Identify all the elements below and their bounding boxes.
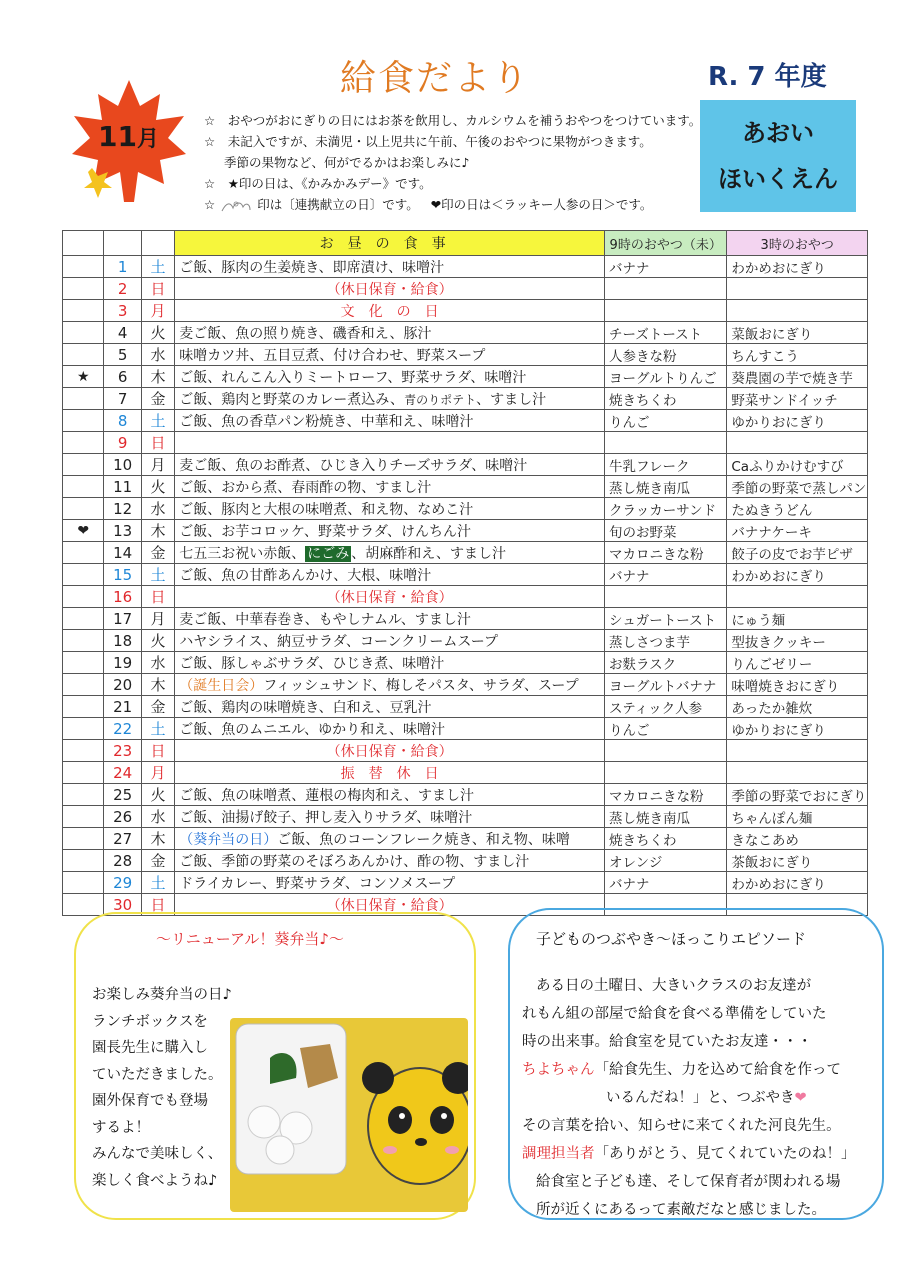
morning-snack: 焼きちくわ bbox=[605, 388, 727, 410]
morning-snack: りんご bbox=[605, 718, 727, 740]
renewal-line: ランチボックスを bbox=[92, 1013, 208, 1030]
afternoon-snack: 型抜きクッキー bbox=[727, 630, 868, 652]
day-mark bbox=[63, 542, 104, 564]
table-row bbox=[63, 278, 868, 300]
header-afternoon-snack: 3時のおやつ bbox=[727, 231, 868, 256]
school-name-line1: あおい bbox=[742, 119, 814, 147]
episode-line bbox=[522, 1084, 878, 1112]
lunch-menu bbox=[175, 410, 605, 432]
lunch-menu bbox=[175, 828, 605, 850]
morning-snack: お麩ラスク bbox=[605, 652, 727, 674]
episode-text bbox=[522, 972, 878, 1224]
morning-snack: ヨーグルトりんご bbox=[605, 366, 727, 388]
afternoon-snack: りんごゼリー bbox=[727, 652, 868, 674]
day-mark bbox=[63, 784, 104, 806]
note-line: ☆ 未記入ですが、未満児・以上児共に午前、午後のおやつに果物がつきます。 bbox=[204, 134, 652, 149]
table-row bbox=[63, 652, 868, 674]
table-row bbox=[63, 806, 868, 828]
weekday: 土 bbox=[141, 564, 174, 586]
afternoon-snack: ゆかりおにぎり bbox=[727, 718, 868, 740]
afternoon-snack: わかめおにぎり bbox=[727, 564, 868, 586]
header-weekday-cell bbox=[141, 231, 174, 256]
cook-label: 調理担当者 bbox=[522, 1146, 595, 1162]
lunch-menu bbox=[175, 850, 605, 872]
weekday: 土 bbox=[141, 872, 174, 894]
day-number: 5 bbox=[104, 344, 141, 366]
table-row bbox=[63, 498, 868, 520]
morning-snack: 牛乳フレーク bbox=[605, 454, 727, 476]
day-number: 25 bbox=[104, 784, 141, 806]
lunch-menu bbox=[175, 542, 605, 564]
lucky-carrot-note-text: ❤印の日は＜ラッキー人参の日＞です。 bbox=[430, 197, 653, 212]
month-number: 11 bbox=[98, 120, 137, 153]
day-number: 18 bbox=[104, 630, 141, 652]
table-row bbox=[63, 630, 868, 652]
weekday: 月 bbox=[141, 608, 174, 630]
day-mark bbox=[63, 630, 104, 652]
renewal-line: お楽しみ葵弁当の日♪ bbox=[92, 987, 232, 1003]
day-number: 16 bbox=[104, 586, 141, 608]
morning-snack: シュガートースト bbox=[605, 608, 727, 630]
child-name: ちよちゃん bbox=[522, 1062, 595, 1078]
lunch-lunch: 味噌カツ丼、五目豆煮、付け合わせ、野菜スープ bbox=[179, 347, 486, 364]
day-mark bbox=[63, 828, 104, 850]
header-mark-cell bbox=[63, 231, 104, 256]
renewal-line: 園外保育でも登場 bbox=[92, 1093, 208, 1109]
weekday: 土 bbox=[141, 410, 174, 432]
morning-snack: チーズトースト bbox=[605, 322, 727, 344]
lunch-menu bbox=[175, 652, 605, 674]
afternoon-snack: 味噌焼きおにぎり bbox=[727, 674, 868, 696]
renewal-line: 楽しく食べようね♪ bbox=[92, 1172, 218, 1189]
day-mark bbox=[63, 564, 104, 586]
renewal-line: ていただきました。 bbox=[92, 1066, 223, 1083]
lunch-lunch: ご飯、豚肉と大根の味噌煮、和え物、なめこ汁 bbox=[179, 501, 474, 518]
weekday: 日 bbox=[141, 586, 174, 608]
lunch-menu bbox=[175, 366, 605, 388]
school-name-line2: ほいくえん bbox=[718, 165, 838, 193]
weekday: 木 bbox=[141, 520, 174, 542]
morning-snack: バナナ bbox=[605, 256, 727, 278]
weekday: 木 bbox=[141, 366, 174, 388]
afternoon-snack: 茶飯おにぎり bbox=[727, 850, 868, 872]
episode-line: その言葉を拾い、知らせに来てくれた河良先生。 bbox=[522, 1118, 841, 1134]
day-number: 19 bbox=[104, 652, 141, 674]
lunch-menu bbox=[175, 432, 605, 454]
weekday: 火 bbox=[141, 476, 174, 498]
morning-snack: マカロニきな粉 bbox=[605, 542, 727, 564]
afternoon-snack: にゅう麺 bbox=[727, 608, 868, 630]
header-day-cell bbox=[104, 231, 141, 256]
day-mark bbox=[63, 674, 104, 696]
day-number: 2 bbox=[104, 278, 141, 300]
weekday: 日 bbox=[141, 432, 174, 454]
day-number: 14 bbox=[104, 542, 141, 564]
morning-snack: バナナ bbox=[605, 564, 727, 586]
table-row bbox=[63, 432, 868, 454]
lunch-menu bbox=[175, 806, 605, 828]
day-mark bbox=[63, 652, 104, 674]
afternoon-snack bbox=[727, 586, 868, 608]
lunch-menu bbox=[175, 674, 605, 696]
lunch-lunch-tag: （葵弁当の日） bbox=[179, 831, 278, 848]
weekday: 金 bbox=[141, 542, 174, 564]
weekday: 日 bbox=[141, 740, 174, 762]
day-number: 9 bbox=[104, 432, 141, 454]
table-row bbox=[63, 476, 868, 498]
lunch-lunch: ご飯、豚肉の生姜焼き、即席漬け、味噌汁 bbox=[179, 259, 445, 276]
menu-table-body bbox=[63, 256, 868, 916]
day-mark bbox=[63, 300, 104, 322]
day-number: 12 bbox=[104, 498, 141, 520]
lunch-lunch-tail: 、すまし汁 bbox=[476, 391, 547, 408]
episode-line: 所が近くにあるって素敵だなと感じました。 bbox=[536, 1202, 826, 1218]
lunch-lunch: 麦ご飯、魚の照り焼き、磯香和え、豚汁 bbox=[179, 325, 432, 342]
lunch-menu bbox=[175, 718, 605, 740]
day-mark bbox=[63, 894, 104, 916]
episode-line: 時の出来事。給食室を見ていたお友達・・・ bbox=[522, 1034, 812, 1050]
morning-snack: 焼きちくわ bbox=[605, 828, 727, 850]
weekday: 水 bbox=[141, 498, 174, 520]
lunch-lunch: ご飯、魚の味噌煮、蓮根の梅肉和え、すまし汁 bbox=[179, 787, 475, 804]
day-number: 29 bbox=[104, 872, 141, 894]
weekday: 水 bbox=[141, 652, 174, 674]
afternoon-snack: 菜飯おにぎり bbox=[727, 322, 868, 344]
table-row bbox=[63, 674, 868, 696]
lunch-lunch: ご飯、魚の甘酢あんかけ、大根、味噌汁 bbox=[179, 567, 432, 584]
day-number: 24 bbox=[104, 762, 141, 784]
lunch-lunch: ドライカレー、野菜サラダ、コンソメスープ bbox=[179, 875, 456, 892]
lunch-menu: （休日保育・給食） bbox=[175, 278, 605, 300]
afternoon-snack bbox=[727, 740, 868, 762]
day-mark bbox=[63, 322, 104, 344]
lunch-menu bbox=[175, 454, 605, 476]
lunch-lunch: ハヤシライス、納豆サラダ、コーンクリームスープ bbox=[179, 633, 498, 650]
day-number: 4 bbox=[104, 322, 141, 344]
episode-line: れもん組の部屋で給食を食べる準備をしていた bbox=[522, 1006, 827, 1022]
collab-note-text: 印は〔連携献立の日〕です。 bbox=[257, 197, 419, 212]
weekday: 月 bbox=[141, 762, 174, 784]
morning-snack bbox=[605, 432, 727, 454]
lunch-menu: （休日保育・給食） bbox=[175, 894, 605, 916]
lunch-menu bbox=[175, 344, 605, 366]
day-number: 6 bbox=[104, 366, 141, 388]
table-row bbox=[63, 828, 868, 850]
day-number: 11 bbox=[104, 476, 141, 498]
day-number: 23 bbox=[104, 740, 141, 762]
afternoon-snack: きなこあめ bbox=[727, 828, 868, 850]
day-mark bbox=[63, 256, 104, 278]
day-mark bbox=[63, 410, 104, 432]
day-number: 17 bbox=[104, 608, 141, 630]
lunch-menu bbox=[175, 630, 605, 652]
note-line: ☆ おやつがおにぎりの日にはお茶を飲用し、カルシウムを補うおやつをつけています。 bbox=[204, 113, 702, 128]
day-mark bbox=[63, 806, 104, 828]
afternoon-snack bbox=[727, 300, 868, 322]
day-mark bbox=[63, 696, 104, 718]
lunch-lunch: ご飯、おから煮、春雨酢の物、すまし汁 bbox=[179, 479, 432, 496]
weekday: 金 bbox=[141, 388, 174, 410]
notes-block bbox=[204, 110, 701, 215]
weekday: 金 bbox=[141, 850, 174, 872]
day-mark bbox=[63, 476, 104, 498]
lunch-lunch-tail: 、胡麻酢和え、すまし汁 bbox=[351, 545, 507, 562]
day-number: 15 bbox=[104, 564, 141, 586]
lunch-menu bbox=[175, 498, 605, 520]
lunch-lunch: ご飯、鶏肉と野菜のカレー煮込み、 bbox=[179, 391, 405, 408]
day-number: 22 bbox=[104, 718, 141, 740]
lunch-lunch: 麦ご飯、魚のお酢煮、ひじき入りチーズサラダ、味噌汁 bbox=[179, 457, 528, 474]
table-row bbox=[63, 322, 868, 344]
lunch-menu bbox=[175, 388, 605, 410]
renewal-line: するよ！ bbox=[92, 1119, 150, 1136]
lunch-lunch: ご飯、れんこん入りミートローフ、野菜サラダ、味噌汁 bbox=[179, 369, 527, 386]
day-mark bbox=[63, 432, 104, 454]
day-number: 27 bbox=[104, 828, 141, 850]
morning-snack: ヨーグルトバナナ bbox=[605, 674, 727, 696]
renewal-line: 園長先生に購入し bbox=[92, 1040, 208, 1056]
heart-icon: ❤ bbox=[794, 1090, 807, 1106]
day-number: 3 bbox=[104, 300, 141, 322]
weekday: 土 bbox=[141, 718, 174, 740]
day-number: 10 bbox=[104, 454, 141, 476]
weekday: 火 bbox=[141, 630, 174, 652]
day-mark bbox=[63, 454, 104, 476]
afternoon-snack: ちゃんぽん麺 bbox=[727, 806, 868, 828]
afternoon-snack: ゆかりおにぎり bbox=[727, 410, 868, 432]
month-label bbox=[98, 120, 159, 153]
lunch-menu: （休日保育・給食） bbox=[175, 740, 605, 762]
renewal-title: 〜リニューアル！葵弁当♪〜 bbox=[156, 930, 344, 948]
afternoon-snack: 野菜サンドイッチ bbox=[727, 388, 868, 410]
episode-line: ある日の土曜日、大きいクラスのお友達が bbox=[536, 978, 812, 994]
lunch-lunch: 麦ご飯、中華春巻き、もやしナムル、すまし汁 bbox=[179, 611, 471, 628]
day-number: 7 bbox=[104, 388, 141, 410]
fiscal-year: R. 7 年度 bbox=[708, 62, 827, 92]
morning-snack bbox=[605, 740, 727, 762]
lunch-lunch-small: 青のりポテト bbox=[404, 392, 477, 407]
afternoon-snack: ちんすこう bbox=[727, 344, 868, 366]
newsletter-title: 給食だより bbox=[340, 58, 531, 99]
lunch-lunch: フィッシュサンド、梅しそパスタ、サラダ、スープ bbox=[263, 677, 579, 694]
weekday: 日 bbox=[141, 278, 174, 300]
day-mark bbox=[63, 872, 104, 894]
note-line: ☆ ★印の日は、《かみかみデー》です。 bbox=[204, 176, 432, 191]
day-mark bbox=[63, 608, 104, 630]
day-mark bbox=[63, 850, 104, 872]
weekday: 水 bbox=[141, 806, 174, 828]
table-row bbox=[63, 718, 868, 740]
lunch-menu bbox=[175, 322, 605, 344]
weekday: 日 bbox=[141, 894, 174, 916]
day-mark bbox=[63, 388, 104, 410]
morning-snack: マカロニきな粉 bbox=[605, 784, 727, 806]
day-mark: ❤ bbox=[63, 520, 104, 542]
afternoon-snack: わかめおにぎり bbox=[727, 872, 868, 894]
day-number: 1 bbox=[104, 256, 141, 278]
afternoon-snack: あったか雑炊 bbox=[727, 696, 868, 718]
table-row bbox=[63, 454, 868, 476]
weekday: 火 bbox=[141, 322, 174, 344]
lunch-lunch: 七五三お祝い赤飯、 bbox=[179, 545, 306, 562]
weekday: 金 bbox=[141, 696, 174, 718]
afternoon-snack bbox=[727, 278, 868, 300]
morning-snack: 旬のお野菜 bbox=[605, 520, 727, 542]
day-number: 13 bbox=[104, 520, 141, 542]
table-row bbox=[63, 564, 868, 586]
lunch-lunch: ご飯、魚の香草パン粉焼き、中華和え、味噌汁 bbox=[179, 413, 474, 430]
morning-snack: 蒸し焼き南瓜 bbox=[605, 806, 727, 828]
day-number: 26 bbox=[104, 806, 141, 828]
star-mark: ☆ bbox=[204, 197, 216, 212]
morning-snack: スティック人参 bbox=[605, 696, 727, 718]
note-line bbox=[204, 194, 701, 215]
lunch-menu bbox=[175, 608, 605, 630]
lunch-lunch: ご飯、魚のムニエル、ゆかり和え、味噌汁 bbox=[179, 721, 445, 738]
table-row bbox=[63, 762, 868, 784]
lunch-lunch: ご飯、鶏肉の味噌焼き、白和え、豆乳汁 bbox=[179, 699, 432, 716]
menu-table bbox=[62, 230, 868, 916]
month-suffix: 月 bbox=[136, 127, 159, 152]
morning-snack bbox=[605, 300, 727, 322]
afternoon-snack: Caふりかけむすび bbox=[727, 454, 868, 476]
day-mark bbox=[63, 740, 104, 762]
renewal-text bbox=[92, 982, 232, 1194]
episode-line: 給食室と子ども達、そして保育者が関われる場 bbox=[536, 1174, 841, 1190]
morning-snack: バナナ bbox=[605, 872, 727, 894]
table-row bbox=[63, 366, 868, 388]
weekday: 水 bbox=[141, 344, 174, 366]
lunch-menu: （休日保育・給食） bbox=[175, 586, 605, 608]
day-number: 21 bbox=[104, 696, 141, 718]
episode-text-span: いるんだね！」と、つぶやき bbox=[606, 1090, 795, 1106]
table-row bbox=[63, 542, 868, 564]
lunch-lunch: ご飯、季節の野菜のそぼろあんかけ、酢の物、すまし汁 bbox=[179, 853, 530, 870]
lunchbox-photo bbox=[230, 1018, 468, 1212]
header-lunch: お昼の食事 bbox=[175, 231, 605, 256]
day-mark bbox=[63, 586, 104, 608]
table-header-row bbox=[63, 231, 868, 256]
table-row bbox=[63, 410, 868, 432]
day-number: 8 bbox=[104, 410, 141, 432]
header-morning-snack: 9時のおやつ（未） bbox=[605, 231, 727, 256]
lunch-menu: 文 化 の 日 bbox=[175, 300, 605, 322]
morning-snack: 蒸しさつま芋 bbox=[605, 630, 727, 652]
afternoon-snack: 季節の野菜で蒸しパン bbox=[727, 476, 868, 498]
afternoon-snack: わかめおにぎり bbox=[727, 256, 868, 278]
lunch-menu bbox=[175, 784, 605, 806]
weekday: 土 bbox=[141, 256, 174, 278]
table-row bbox=[63, 872, 868, 894]
morning-snack bbox=[605, 762, 727, 784]
lunch-lunch: ご飯、油揚げ餃子、押し麦入りサラダ、味噌汁 bbox=[179, 809, 473, 826]
school-name-box bbox=[700, 100, 856, 212]
table-row bbox=[63, 344, 868, 366]
day-mark bbox=[63, 762, 104, 784]
table-row bbox=[63, 608, 868, 630]
table-row bbox=[63, 586, 868, 608]
renewal-line: みんなで美味しく、 bbox=[92, 1146, 223, 1162]
lunch-lunch: ご飯、魚のコーンフレーク焼き、和え物、味噌 bbox=[277, 831, 570, 848]
lunch-lunch: ご飯、豚しゃぶサラダ、ひじき煮、味噌汁 bbox=[179, 655, 445, 672]
morning-snack: オレンジ bbox=[605, 850, 727, 872]
day-mark: ★ bbox=[63, 366, 104, 388]
note-line: 季節の果物など、何がでるかはお楽しみに♪ bbox=[224, 155, 470, 170]
episode-line bbox=[522, 1056, 878, 1084]
table-row bbox=[63, 388, 868, 410]
collaboration-stamp-icon bbox=[219, 199, 253, 213]
morning-snack bbox=[605, 278, 727, 300]
episode-title: 子どものつぶやき〜ほっこりエピソード bbox=[536, 930, 807, 948]
cook-quote: 「ありがとう、見てくれていたのね！」 bbox=[594, 1146, 856, 1162]
day-mark bbox=[63, 498, 104, 520]
day-number: 28 bbox=[104, 850, 141, 872]
morning-snack: クラッカーサンド bbox=[605, 498, 727, 520]
afternoon-snack: たぬきうどん bbox=[727, 498, 868, 520]
lunch-menu: 振 替 休 日 bbox=[175, 762, 605, 784]
table-row bbox=[63, 256, 868, 278]
afternoon-snack bbox=[727, 432, 868, 454]
day-number: 30 bbox=[104, 894, 141, 916]
day-number: 20 bbox=[104, 674, 141, 696]
afternoon-snack: 季節の野菜でおにぎり bbox=[727, 784, 868, 806]
table-row bbox=[63, 300, 868, 322]
lunch-menu bbox=[175, 256, 605, 278]
lunch-menu bbox=[175, 872, 605, 894]
afternoon-snack: 葵農園の芋で焼き芋 bbox=[727, 366, 868, 388]
lunch-menu bbox=[175, 564, 605, 586]
morning-snack: りんご bbox=[605, 410, 727, 432]
episode-line bbox=[522, 1140, 878, 1168]
lunch-menu bbox=[175, 520, 605, 542]
afternoon-snack: 餃子の皮でお芋ピザ bbox=[727, 542, 868, 564]
day-mark bbox=[63, 278, 104, 300]
morning-snack: 人参きな粉 bbox=[605, 344, 727, 366]
lunch-lunch: ご飯、お芋コロッケ、野菜サラダ、けんちん汁 bbox=[179, 523, 471, 540]
lunch-menu bbox=[175, 696, 605, 718]
morning-snack bbox=[605, 586, 727, 608]
lunch-lunch-tag-or: （誕生日会） bbox=[179, 677, 264, 694]
table-row bbox=[63, 850, 868, 872]
table-row bbox=[63, 520, 868, 542]
afternoon-snack bbox=[727, 762, 868, 784]
episode-quote: 「給食先生、力を込めて給食を作って bbox=[594, 1062, 841, 1078]
weekday: 木 bbox=[141, 828, 174, 850]
weekday: 火 bbox=[141, 784, 174, 806]
weekday: 木 bbox=[141, 674, 174, 696]
table-row bbox=[63, 696, 868, 718]
day-mark bbox=[63, 344, 104, 366]
morning-snack: 蒸し焼き南瓜 bbox=[605, 476, 727, 498]
weekday: 月 bbox=[141, 454, 174, 476]
weekday: 月 bbox=[141, 300, 174, 322]
table-row bbox=[63, 784, 868, 806]
lunch-menu bbox=[175, 476, 605, 498]
day-mark bbox=[63, 718, 104, 740]
lunch-lunch-hl: にごみ bbox=[307, 545, 350, 562]
afternoon-snack: バナナケーキ bbox=[727, 520, 868, 542]
table-row bbox=[63, 740, 868, 762]
